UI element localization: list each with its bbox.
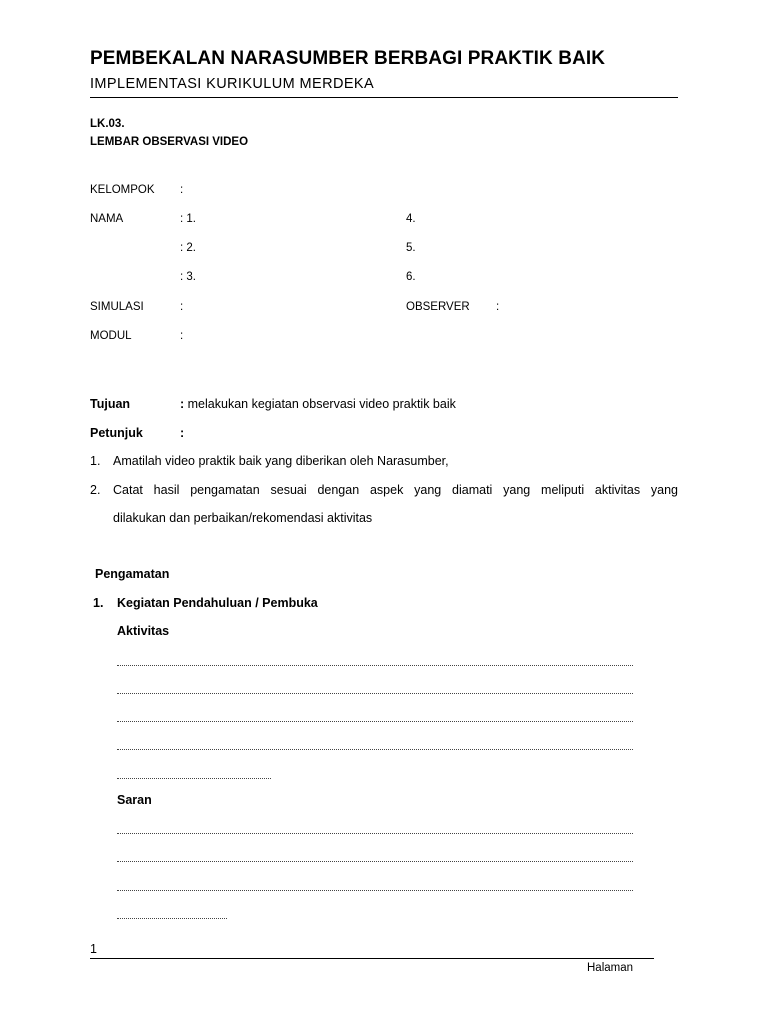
observer-label: OBSERVER — [406, 301, 470, 313]
instruction-2-number: 2. — [90, 483, 101, 497]
footer-divider — [90, 958, 654, 959]
nama-entry-5: 5. — [406, 242, 416, 254]
document-name: LEMBAR OBSERVASI VIDEO — [90, 136, 249, 148]
aktivitas-line-4[interactable] — [117, 749, 633, 750]
section-1-title: Kegiatan Pendahuluan / Pembuka — [117, 596, 318, 610]
tujuan-label: Tujuan — [90, 397, 131, 411]
nama-entry-4: 4. — [406, 213, 416, 225]
nama-entry-3: : 3. — [180, 271, 196, 283]
document-title: PEMBEKALAN NARASUMBER BERBAGI PRAKTIK BAIK — [90, 48, 606, 69]
kelompok-label: KELOMPOK — [90, 184, 155, 196]
instruction-2-line-1: Catat hasil pengamatan sesuai dengan aspek yang diamati yang meliputi aktivitas yang — [113, 483, 678, 497]
modul-separator: : — [180, 330, 184, 342]
simulasi-label: SIMULASI — [90, 301, 144, 313]
saran-label: Saran — [117, 793, 152, 807]
petunjuk-label: Petunjuk — [90, 426, 143, 440]
modul-label: MODUL — [90, 330, 132, 342]
pengamatan-heading: Pengamatan — [95, 567, 170, 581]
saran-line-2[interactable] — [117, 861, 633, 862]
header-divider — [90, 97, 678, 98]
aktivitas-line-3[interactable] — [117, 721, 633, 722]
page-number: 1 — [90, 942, 97, 956]
nama-label: NAMA — [90, 213, 124, 225]
section-1-number: 1. — [93, 596, 104, 610]
nama-entry-2: : 2. — [180, 242, 196, 254]
saran-line-4[interactable] — [117, 918, 227, 919]
aktivitas-label: Aktivitas — [117, 624, 170, 638]
nama-entry-1: : 1. — [180, 213, 196, 225]
aktivitas-line-5[interactable] — [117, 778, 271, 779]
observer-separator: : — [496, 301, 500, 313]
kelompok-separator: : — [180, 184, 184, 196]
tujuan-colon: : — [180, 397, 185, 411]
aktivitas-line-2[interactable] — [117, 693, 633, 694]
tujuan-body: melakukan kegiatan observasi video praktik baik — [184, 397, 456, 411]
document-subtitle: IMPLEMENTASI KURIKULUM MERDEKA — [90, 76, 375, 92]
aktivitas-line-1[interactable] — [117, 665, 633, 666]
page-label: Halaman — [587, 962, 634, 974]
simulasi-separator: : — [180, 301, 184, 313]
instruction-1-number: 1. — [90, 454, 101, 468]
tujuan-text — [180, 397, 456, 411]
nama-entry-6: 6. — [406, 271, 416, 283]
saran-line-1[interactable] — [117, 833, 633, 834]
saran-line-3[interactable] — [117, 890, 633, 891]
instruction-2-line-2: dilakukan dan perbaikan/rekomendasi aktivitas — [113, 511, 373, 525]
document-code: LK.03. — [90, 118, 125, 130]
instruction-1-text: Amatilah video praktik baik yang diberikan oleh Narasumber, — [113, 454, 449, 468]
petunjuk-separator: : — [180, 426, 185, 440]
